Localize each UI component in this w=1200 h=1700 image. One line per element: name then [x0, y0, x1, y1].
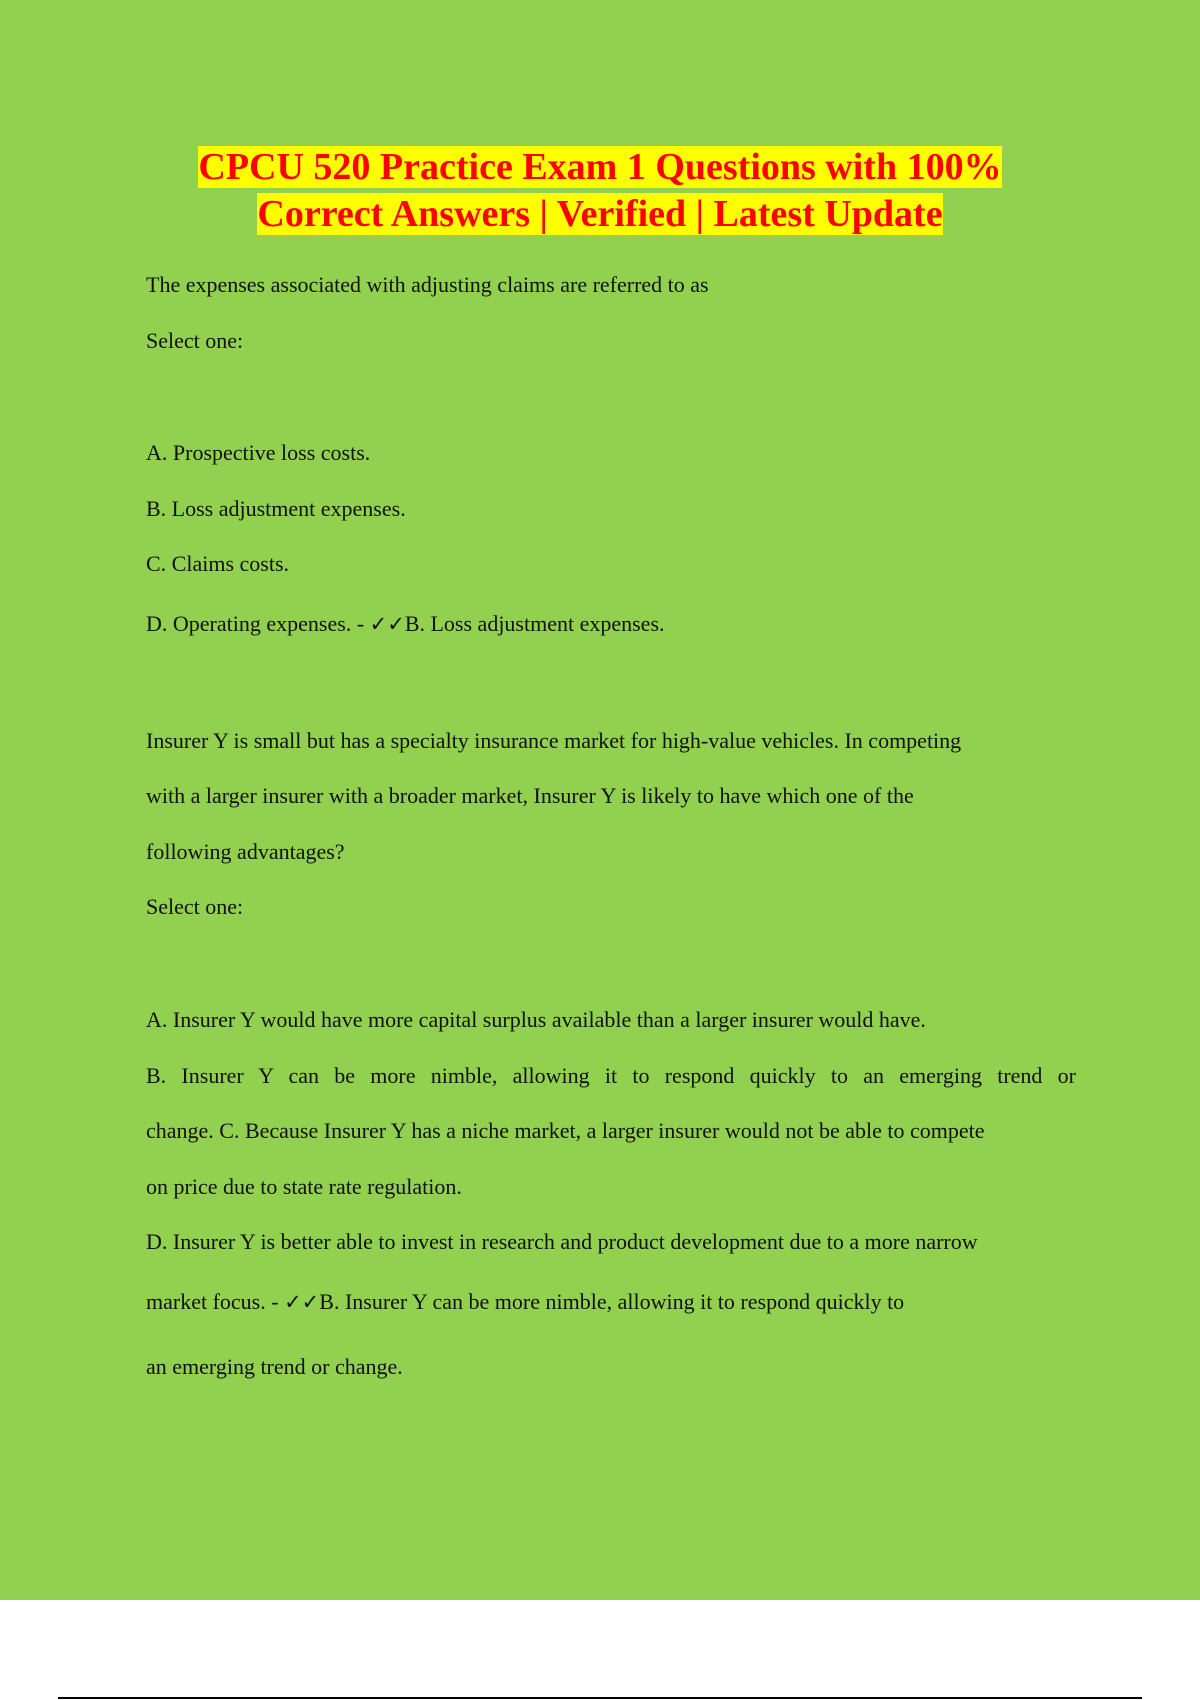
question-1-text: The expenses associated with adjusting claims are referred to as	[146, 272, 709, 297]
question-2-option-a: A. Insurer Y would have more capital surplus available than a larger insurer would have.	[146, 1007, 926, 1032]
question-1-option-d-answer	[146, 611, 665, 637]
question-1-answer: B. Loss adjustment expenses.	[404, 611, 665, 636]
double-check-icon: ✓✓	[369, 612, 405, 636]
question-1-prompt: Select one:	[146, 328, 244, 353]
question-1-option-a: A. Prospective loss costs.	[146, 440, 371, 465]
question-2-prompt: Select one:	[146, 894, 244, 919]
question-2-answer-line-2: an emerging trend or change.	[146, 1354, 403, 1379]
question-2-option-b-line-3: on price due to state rate regulation.	[146, 1174, 462, 1199]
question-2-option-d-answer	[146, 1289, 904, 1315]
question-2-answer-line-1: B. Insurer Y can be more nimble, allowing it to respond quickly to	[319, 1289, 905, 1314]
double-check-icon: ✓✓	[284, 1290, 320, 1314]
question-2-text-line-2: with a larger insurer with a broader market, Insurer Y is likely to have which one of the	[146, 783, 914, 808]
question-2-text-line-3: following advantages?	[146, 839, 345, 864]
question-2-option-b-line-1: B. Insurer Y can be more nimble, allowing it to respond quickly to an emerging trend or	[146, 1063, 1076, 1088]
question-2-option-d-line-2: market focus. -	[146, 1289, 285, 1314]
question-1-option-b: B. Loss adjustment expenses.	[146, 496, 406, 521]
question-2-option-d-line-1: D. Insurer Y is better able to invest in research and product development due to a more narrow	[146, 1229, 978, 1254]
footer-divider	[58, 1697, 1142, 1699]
question-1-option-d: D. Operating expenses. -	[146, 611, 370, 636]
question-1-option-c: C. Claims costs.	[146, 551, 290, 576]
document-title	[0, 144, 1200, 238]
question-2-text-line-1: Insurer Y is small but has a specialty insurance market for high-value vehicles. In competing	[146, 728, 962, 753]
title-line-2: Correct Answers | Verified | Latest Update	[257, 193, 943, 235]
question-2-option-b-line-2: change. C. Because Insurer Y has a niche market, a larger insurer would not be able to compete	[146, 1118, 985, 1143]
title-line-1: CPCU 520 Practice Exam 1 Questions with 100%	[198, 146, 1002, 188]
